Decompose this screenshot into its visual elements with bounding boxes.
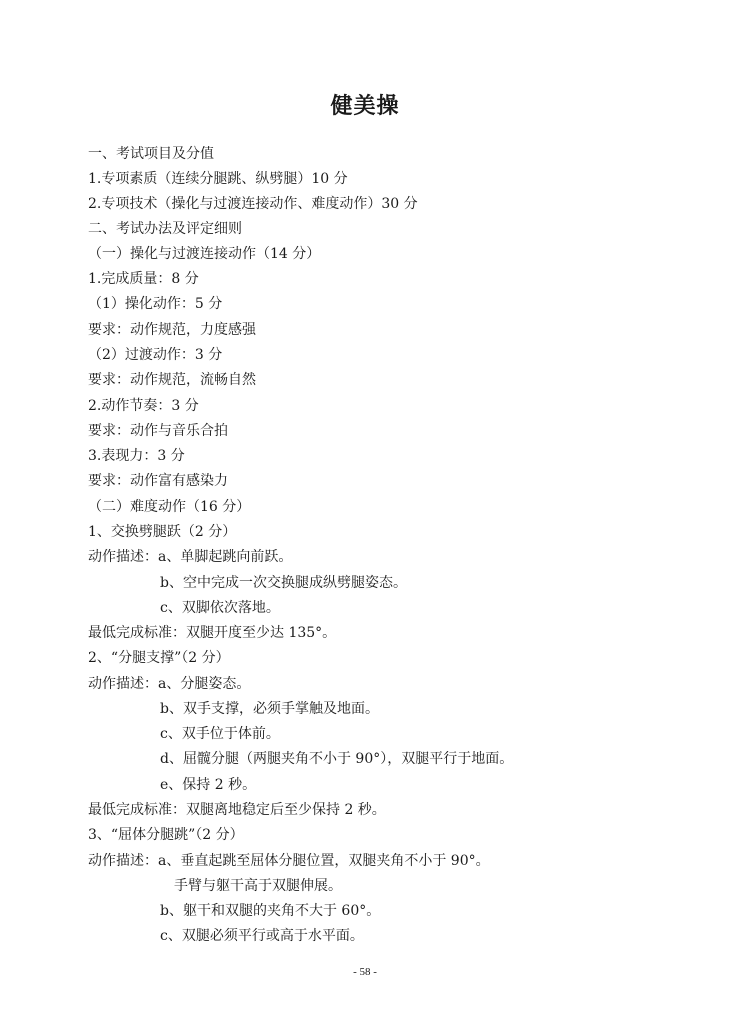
text-line: （1）操化动作：5 分 xyxy=(88,296,223,312)
text-line: 要求：动作规范，流畅自然 xyxy=(88,372,256,388)
text-line: 2.专项技术（操化与过渡连接动作、难度动作）30 分 xyxy=(88,196,418,212)
text-line: 3、“屈体分腿跳”（2 分） xyxy=(88,827,244,843)
text-line: c、双腿必须平行或高于水平面。 xyxy=(160,928,364,944)
text-line: 3.表现力：3 分 xyxy=(88,448,185,464)
text-line: 要求：动作规范，力度感强 xyxy=(88,322,256,338)
document-title: 健美操 xyxy=(330,94,400,119)
text-line: 要求：动作与音乐合拍 xyxy=(88,423,228,439)
subsection-heading: （一）操化与过渡连接动作（14 分） xyxy=(88,246,321,262)
text-line: 最低完成标准：双腿离地稳定后至少保持 2 秒。 xyxy=(88,802,386,818)
text-line: 1.专项素质（连续分腿跳、纵劈腿）10 分 xyxy=(88,171,348,187)
text-line: （2）过渡动作：3 分 xyxy=(88,347,223,363)
text-line: c、双脚依次落地。 xyxy=(160,600,280,616)
text-line: 动作描述：a、垂直起跳至屈体分腿位置，双腿夹角不小于 90°。 xyxy=(88,853,490,869)
text-line: b、空中完成一次交换腿成纵劈腿姿态。 xyxy=(160,575,407,591)
text-line: 最低完成标准：双腿开度至少达 135°。 xyxy=(88,625,337,641)
text-line: 要求：动作富有感染力 xyxy=(88,473,228,489)
text-line: 动作描述：a、单脚起跳向前跃。 xyxy=(88,549,293,565)
text-line: 1、交换劈腿跃（2 分） xyxy=(88,524,237,540)
text-line: e、保持 2 秒。 xyxy=(160,777,257,793)
text-line: 2、“分腿支撑”（2 分） xyxy=(88,650,230,666)
subsection-heading: （二）难度动作（16 分） xyxy=(88,499,251,515)
section-heading: 二、考试办法及评定细则 xyxy=(88,221,242,237)
text-line: c、双手位于体前。 xyxy=(160,726,280,742)
text-line: 手臂与躯干高于双腿伸展。 xyxy=(174,878,342,894)
text-line: d、屈髋分腿（两腿夹角不小于 90°），双腿平行于地面。 xyxy=(160,751,514,767)
text-line: b、躯干和双腿的夹角不大于 60°。 xyxy=(160,903,381,919)
text-line: 1.完成质量：8 分 xyxy=(88,271,199,287)
section-heading: 一、考试项目及分值 xyxy=(88,146,214,162)
text-line: 2.动作节奏：3 分 xyxy=(88,398,199,414)
text-line: 动作描述：a、分腿姿态。 xyxy=(88,676,251,692)
page-number: - 58 - xyxy=(353,966,377,978)
text-line: b、双手支撑，必须手掌触及地面。 xyxy=(160,701,379,717)
